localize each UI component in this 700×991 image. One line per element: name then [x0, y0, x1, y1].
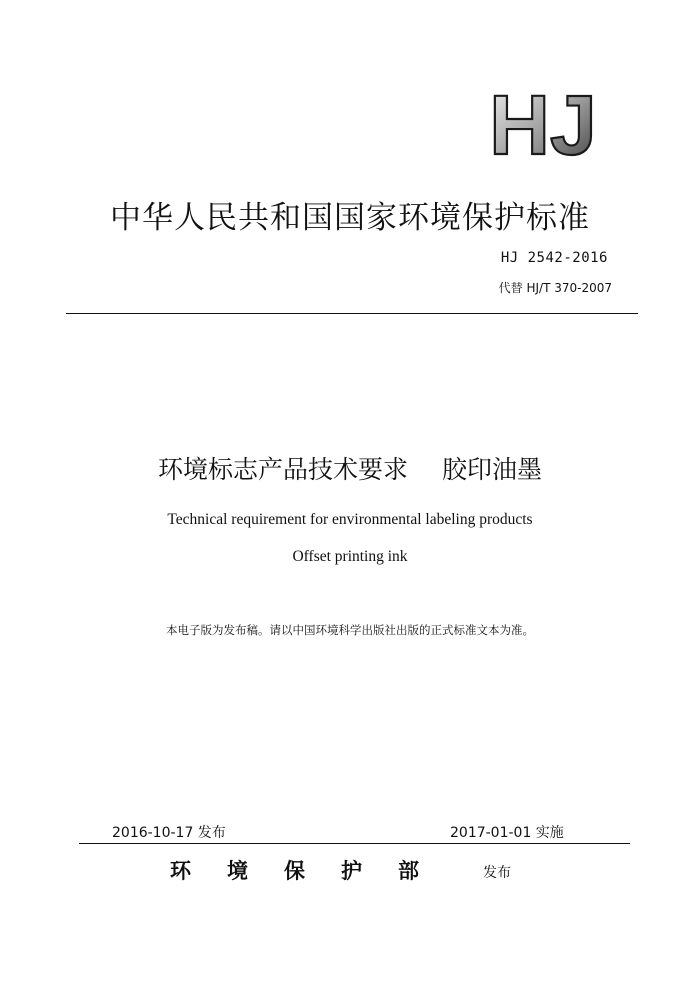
document-title-en: Technical requirement for environmental labeling products	[167, 511, 533, 528]
hj-logo	[484, 88, 602, 158]
issue-date: 2016-10-17 发布	[112, 825, 226, 841]
standard-number: HJ 2542-2016	[500, 250, 608, 266]
hj-logo-text: HJ	[489, 88, 597, 158]
ministry-char: 环	[170, 859, 191, 883]
national-standard-title: 中华人民共和国国家环境保护标准	[110, 200, 590, 236]
ministry-char: 护	[341, 859, 362, 883]
issuing-ministry	[170, 855, 455, 885]
footer-divider	[79, 843, 630, 844]
header-divider	[66, 313, 638, 314]
electronic-version-note: 本电子版为发布稿。请以中国环境科学出版社出版的正式标准文本为准。	[166, 623, 534, 637]
ministry-char: 保	[284, 859, 305, 883]
ministry-char: 部	[398, 859, 419, 883]
ministry-char: 境	[227, 859, 248, 883]
document-subtitle-en: Offset printing ink	[292, 548, 408, 565]
document-title-cn	[0, 450, 700, 486]
replaces-standard: 代替 HJ/T 370-2007	[498, 281, 612, 295]
implementation-date: 2017-01-01 实施	[450, 825, 564, 841]
title-cn-sub: 胶印油墨	[442, 455, 543, 484]
ministry-publish-label: 发布	[483, 865, 511, 881]
title-cn-main: 环境标志产品技术要求	[157, 455, 408, 484]
